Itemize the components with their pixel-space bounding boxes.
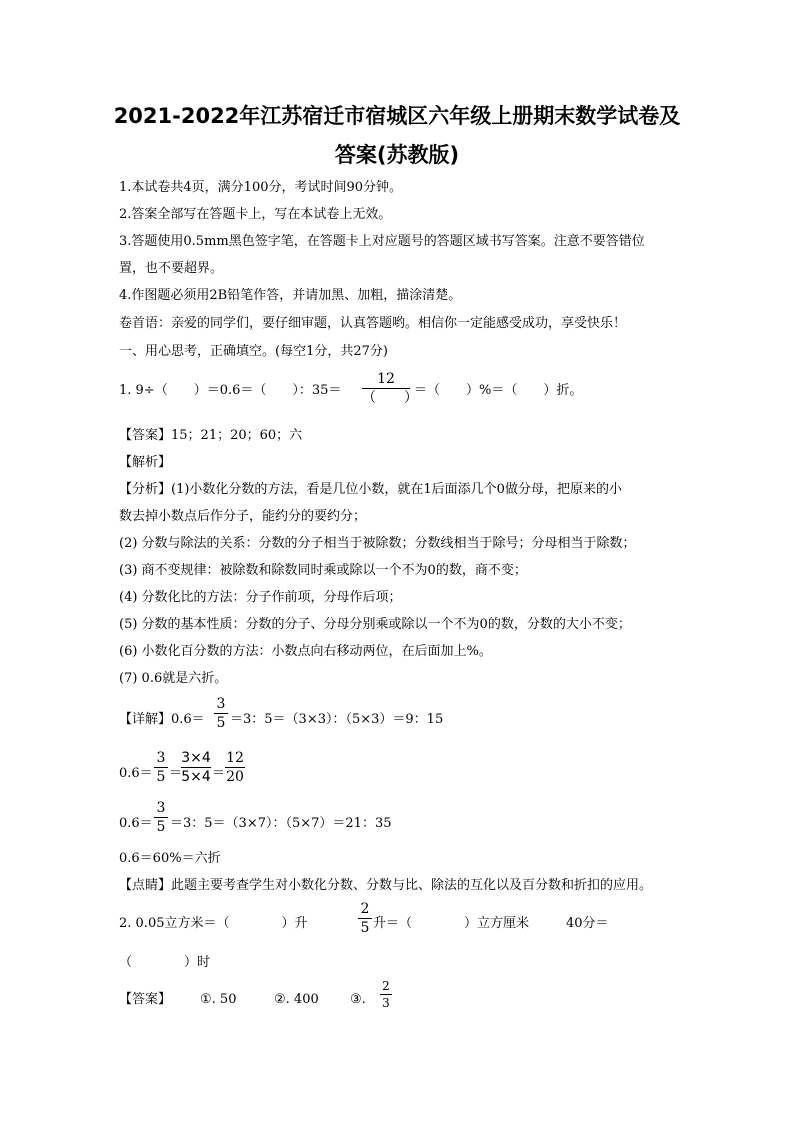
detail-fraction-2b: [181, 750, 211, 785]
instruction-4: 4.作图题必须用2B铅笔作答，并请加黑、加粗，描涂清楚。: [119, 288, 462, 303]
document-title-line1: 2021-2022年江苏宿迁市宿城区六年级上册期末数学试卷及: [113, 104, 681, 128]
detail-3-rest: ＝3：5＝（3×7）：（5×7）＝21：35: [170, 816, 392, 831]
q1-frac-den: （ ）: [362, 390, 418, 406]
frac-den: 3: [382, 996, 390, 1010]
fraction-bar: [214, 713, 228, 714]
frac-num: 12: [226, 750, 244, 766]
q2-part-a: 2. 0.05立方米＝（ ）升: [119, 916, 308, 931]
fraction-bar: [380, 994, 392, 995]
q1-jiexi: 【解析】: [119, 455, 172, 470]
fraction-bar: [362, 388, 410, 389]
section-heading: 一、用心思考，正确填空。(每空1分，共27分): [119, 344, 388, 359]
q2-answer-3-fraction: [380, 979, 392, 1010]
q2-answer-label: 【答案】: [119, 992, 172, 1007]
q1-analysis-3: (3) 商不变规律：被除数和除数同时乘或除以一个不为0的数，商不变；: [119, 563, 527, 578]
q1-analysis-2: (2) 分数与除法的关系：分数的分子相当于被除数；分数线相当于除号；分母相当于除数；: [119, 536, 636, 551]
instruction-2: 2.答案全部写在答题卡上，写在本试卷上无效。: [119, 207, 392, 222]
fraction-bar: [358, 918, 372, 919]
q2-line2: （ ）时: [119, 955, 211, 970]
detail-1-rest: ＝3：5＝（3×3）：（5×3）＝9：15: [230, 712, 444, 727]
frac-den: 5×4: [181, 769, 211, 785]
detail-fraction-2a: [154, 750, 168, 785]
q1-analysis-7: (7) 0.6就是六折。: [119, 671, 228, 686]
frac-den: 5: [216, 715, 226, 731]
fraction-bar: [154, 767, 168, 768]
q1-fraction: [362, 371, 418, 406]
document-title-line2: 答案(苏教版): [334, 143, 460, 167]
q1-prefix: 1. 9÷（ ）＝0.6＝（ ）：35＝: [119, 383, 342, 398]
q2-part-b: 升＝（ ）立方厘米: [373, 916, 530, 931]
preface: 卷首语：亲爱的同学们，要仔细审题，认真答题哟。相信你一定能感受成功，享受快乐！: [119, 316, 627, 331]
q2-answer-1: ①. 50: [200, 992, 237, 1007]
q1-answer: 【答案】15；21；20；60；六: [119, 428, 303, 443]
detail-fraction-1: [214, 696, 228, 731]
frac-num: 3: [216, 696, 226, 712]
q1-suffix: ＝（ ）%＝（ ）折。: [414, 383, 583, 398]
q2-part-c: 40分＝: [566, 916, 609, 931]
fraction-bar: [181, 767, 211, 768]
detail-2-lead: 0.6＝: [119, 766, 153, 781]
frac-num: 3×4: [181, 750, 211, 766]
equals-sign: ＝: [212, 766, 226, 781]
detail-fraction-2c: [225, 750, 245, 785]
q1-analysis-1-cont: 数去掉小数点后作分子，能约分的要约分；: [119, 509, 367, 524]
fraction-bar: [225, 767, 245, 768]
detail-4: 0.6＝60%＝六折: [119, 851, 221, 866]
frac-num: 3: [156, 750, 166, 766]
frac-num: 2: [382, 979, 390, 993]
frac-den: 5: [156, 769, 166, 785]
fraction-bar: [154, 817, 168, 818]
q2-answer-2: ②. 400: [274, 992, 319, 1007]
instruction-3-cont: 置，也不要超界。: [119, 261, 224, 276]
detail-label: 【详解】0.6＝: [119, 712, 205, 727]
frac-num: 2: [360, 901, 370, 917]
q1-analysis-5: (5) 分数的基本性质：分数的分子、分母分别乘或除以一个不为0的数，分数的大小不变；: [119, 617, 631, 632]
detail-3-lead: 0.6＝: [119, 816, 153, 831]
q1-analysis-6: (6) 小数化百分数的方法：小数点向右移动两位，在后面加上%。: [119, 644, 492, 659]
q1-dianjing: 【点睛】此题主要考查学生对小数化分数、分数与比、除法的互化以及百分数和折扣的应用。: [119, 878, 653, 893]
q1-analysis-4: (4) 分数化比的方法：分子作前项，分母作后项；: [119, 590, 402, 605]
frac-den: 5: [360, 920, 370, 936]
q2-answer-3-prefix: ③.: [350, 992, 366, 1007]
instruction-1: 1.本试卷共4页，满分100分，考试时间90分钟。: [119, 180, 403, 195]
instruction-3: 3.答题使用0.5mm黑色签字笔，在答题卡上对应题号的答题区域书写答案。注意不要答错位: [119, 234, 645, 249]
frac-den: 20: [226, 769, 244, 785]
detail-fraction-3: [154, 800, 168, 835]
q1-frac-num: 12: [377, 371, 395, 387]
frac-den: 5: [156, 819, 166, 835]
frac-num: 3: [156, 800, 166, 816]
equals-sign: ＝: [169, 766, 183, 781]
q2-fraction: [358, 901, 372, 936]
q1-analysis-1: 【分析】(1)小数化分数的方法，看是几位小数，就在1后面添几个0做分母，把原来的小: [119, 482, 622, 497]
